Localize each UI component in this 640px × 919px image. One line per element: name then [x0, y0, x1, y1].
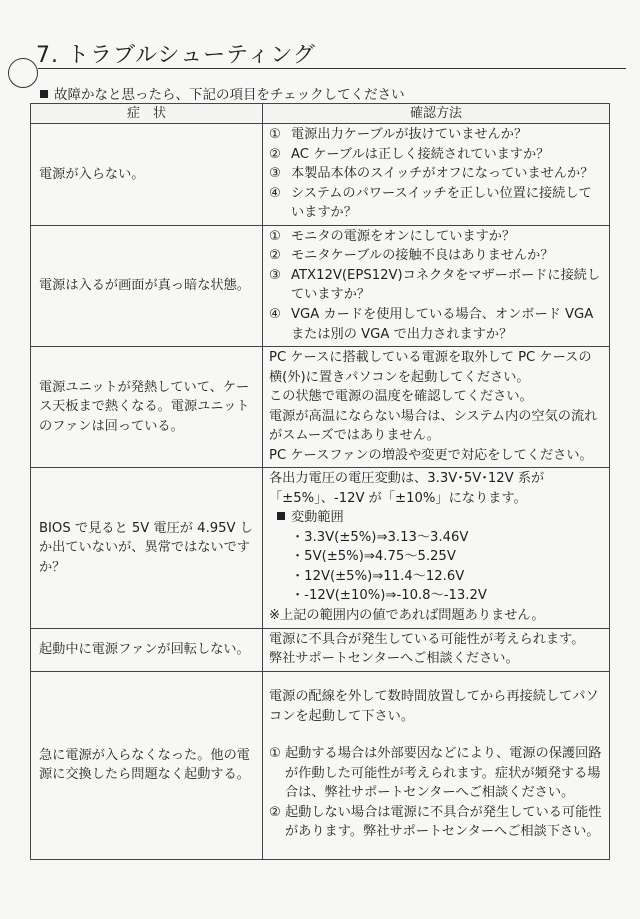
check-list	[269, 227, 603, 344]
method-cell	[263, 347, 610, 468]
square-bullet-icon	[277, 512, 285, 520]
troubleshooting-table	[30, 103, 610, 860]
table-row	[31, 628, 610, 671]
method-cell	[263, 671, 610, 859]
page-title: 7. トラブルシューティング	[36, 43, 316, 68]
method-header: 確認方法	[263, 104, 610, 124]
method-cell	[263, 124, 610, 226]
symptom-header: 症 状	[31, 104, 263, 124]
check-list	[269, 125, 603, 223]
table-row	[31, 671, 610, 859]
list-item: ④ VGA カードを使用している場合、オンボード VGA または別の VGA で出力されますか？	[269, 307, 594, 342]
range-item: ・-12V(±10%)⇒-10.8～-13.2V	[291, 588, 487, 604]
range-heading: 変動範囲	[269, 508, 603, 528]
range-note: ※上記の範囲内の値であれば問題ありません。	[269, 607, 545, 623]
range-item: ・12V(±5%)⇒11.4～12.6V	[291, 568, 465, 584]
list-item: ① モニタの電源をオンにしていますか？	[269, 228, 516, 244]
method-cell	[263, 225, 610, 346]
list-item: ③ 本製品本体のスイッチがオフになっていませんか？	[269, 166, 594, 182]
symptom-cell: 電源ユニットが発熱していて、ケース天板まで熱くなる。電源ユニットのファンは回っている。	[31, 347, 263, 468]
range-item: ・3.3V(±5%)⇒3.13～3.46V	[291, 529, 469, 545]
method-line: 電源に不具合が発生している可能性が考えられます。	[269, 631, 585, 647]
symptom-cell: 電源は入るが画面が真っ暗な状態。	[31, 225, 263, 346]
heading-circle-ornament	[8, 58, 38, 88]
list-item: ② モニタケーブルの接触不良はありませんか？	[269, 248, 554, 264]
list-item: ③ ATX12V(EPS12V)コネクタをマザーボードに接続していますか？	[269, 267, 601, 303]
square-bullet-icon	[40, 90, 48, 98]
symptom-cell: 電源が入らない。	[31, 124, 263, 226]
section-heading	[6, 38, 626, 88]
table-row	[31, 347, 610, 468]
method-line: PC ケースファンの増設や変更で対応をしてください。	[269, 447, 593, 463]
method-line: この状態で電源の温度を確認してください。	[269, 389, 533, 405]
method-cell	[263, 468, 610, 628]
table-row	[31, 225, 610, 346]
list-item: ④ システムのパワースイッチを正しい位置に接続していますか？	[269, 185, 592, 221]
method-lead: 電源の配線を外して数時間放置してから再接続してパソコンを起動して下さい。	[269, 689, 599, 724]
table-row	[31, 468, 610, 628]
method-lead: 各出力電圧の電圧変動は、3.3V･5V･12V 系が「±5%」、-12V が「±10%」になります。	[269, 471, 545, 506]
symptom-cell: 起動中に電源ファンが回転しない。	[31, 628, 263, 671]
method-cell	[263, 628, 610, 671]
intro-label: 故障かなと思ったら、下記の項目をチェックしてください	[54, 87, 405, 103]
method-line: 電源が高温にならない場合は、システム内の空気の流れがスムーズではありません。	[269, 408, 598, 444]
method-line: PC ケースに搭載している電源を取外して PC ケースの横(外)に置きパソコンを起動してください。	[269, 350, 592, 385]
symptom-cell: BIOS で見ると 5V 電圧が 4.95V しか出ていないが、異常ではないですか？	[31, 468, 263, 628]
table-row	[31, 124, 610, 226]
method-line: 弊社サポートセンターへご相談ください。	[269, 651, 519, 667]
list-item: ② AC ケーブルは正しく接続されていますか？	[269, 146, 550, 162]
table-header-row	[31, 104, 610, 124]
list-item: ② 起動しない場合は電源に不具合が発生している可能性があります。弊社サポートセンターへご相談下さい。	[269, 804, 602, 840]
list-item: ① 電源出力ケーブルが抜けていませんか？	[269, 127, 528, 143]
list-item: ① 起動する場合は外部要因などにより、電源の保護回路が作動した可能性が考えられます。症状が頻発する場合は、弊社サポートセンターへご相談ください。	[269, 746, 602, 801]
range-item: ・5V(±5%)⇒4.75～5.25V	[291, 549, 456, 565]
intro-text	[40, 83, 405, 103]
symptom-cell: 急に電源が入らなくなった。他の電源に交換したら問題なく起動する。	[31, 671, 263, 859]
